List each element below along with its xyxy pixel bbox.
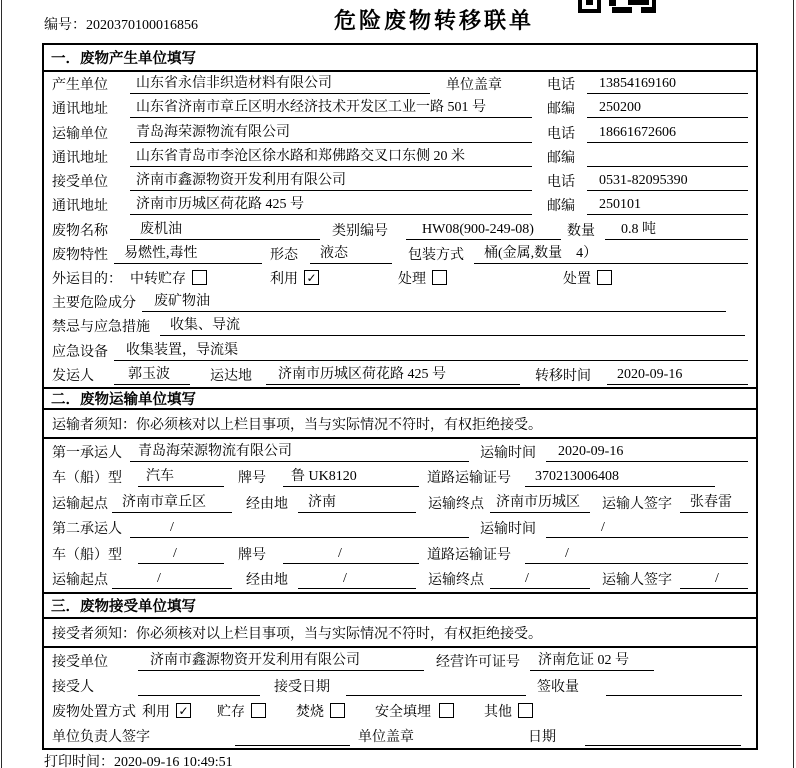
waste-character-row (44, 242, 756, 266)
category-code-label: 类别编号 (332, 223, 388, 239)
origin1-label: 运输起点 (52, 496, 108, 512)
producer-address-value: 山东省济南市章丘区明水经济技术开发区工业一路 501 号 (130, 98, 532, 118)
vehicle-type1-row (44, 465, 756, 491)
transporter-phone-label: 电话 (547, 126, 575, 142)
transfer-time-label: 转移时间 (535, 368, 591, 384)
vehicle-type2-row (44, 541, 756, 567)
first-carrier-value: 青岛海荣源物流有限公司 (130, 442, 469, 462)
print-time-value: 2020-09-16 10:49:51 (114, 755, 233, 768)
producer-unit-label: 产生单位 (52, 78, 108, 94)
disposal-method-label: 废物处置方式 (52, 704, 136, 720)
producer-address-row (44, 96, 756, 120)
road-license2-value: / (525, 544, 748, 564)
transporter-phone-value: 18661672606 (587, 123, 748, 143)
transporter-address-label: 通讯地址 (52, 150, 108, 166)
quantity-value: 0.8 吨 (605, 220, 748, 240)
section1-header: 一．废物产生单位填写 (44, 45, 756, 72)
section3-header: 三．废物接受单位填写 (44, 592, 756, 619)
checkbox-disposal-incinerate-icon (330, 703, 345, 718)
manifest-form (42, 43, 758, 750)
accept-date-value (346, 676, 526, 696)
consignor-row (44, 363, 756, 387)
receiver-phone-value: 0531-82095390 (587, 171, 748, 191)
transporter-unit-value: 青岛海荣源物流有限公司 (130, 123, 532, 143)
receiver-zip-label: 邮编 (547, 199, 575, 215)
serial-label: 编号： (44, 18, 86, 33)
purpose-option-transfer-storage: 中转贮存 (130, 271, 186, 287)
disposal-option-landfill: 安全填埋 (375, 704, 431, 720)
vehicle-type1-value: 汽车 (138, 467, 224, 487)
emergency-measures-row (44, 314, 756, 338)
producer-phone-value: 13854169160 (587, 74, 748, 94)
receiver-notice: 接受者须知：你必须核对以上栏目事项，当与实际情况不符时，有权拒绝接受。 (44, 619, 756, 648)
carrier-sign2-label: 运输人签字 (602, 573, 672, 589)
emergency-measures-label: 禁忌与应急措施 (52, 320, 150, 336)
disposal-method-row (44, 698, 756, 723)
acceptor-value (138, 676, 260, 696)
qr-code-fragment-icon (578, 0, 656, 13)
purpose-option-dispose: 处置 (563, 271, 591, 287)
leader-signature-label: 单位负责人签字 (52, 729, 150, 745)
origin1-value: 济南市章丘区 (112, 493, 232, 513)
section2-header: 二．废物运输单位填写 (44, 387, 756, 410)
serial-number-line (44, 14, 198, 34)
transfer-purpose-label: 外运目的： (52, 271, 122, 287)
transport-time1-label: 运输时间 (480, 445, 536, 461)
signed-quantity-value (606, 676, 742, 696)
waste-character-label: 废物特性 (52, 247, 108, 263)
first-carrier-label: 第一承运人 (52, 445, 122, 461)
receiver-address-value: 济南市历城区荷花路 425 号 (130, 195, 532, 215)
via2-label: 经由地 (246, 573, 288, 589)
via1-label: 经由地 (246, 496, 288, 512)
receiver-zip-value: 250101 (587, 195, 748, 215)
transporter-address-value: 山东省青岛市李沧区徐水路和郑佛路交叉口东侧 20 米 (130, 147, 532, 167)
emergency-equipment-label: 应急设备 (52, 344, 108, 360)
origin2-label: 运输起点 (52, 573, 108, 589)
plate-number1-value: 鲁 UK8120 (283, 467, 419, 487)
consignor-value: 郭玉波 (114, 365, 190, 385)
second-carrier-value: / (130, 518, 469, 538)
checkbox-disposal-storage-icon (251, 703, 266, 718)
print-time-label: 打印时间： (44, 755, 114, 768)
serial-value: 2020370100016856 (86, 18, 198, 33)
hazard-component-row (44, 290, 756, 314)
receiver-unit-value: 济南市鑫源物资开发利用有限公司 (130, 171, 532, 191)
terminal2-value: / (490, 569, 590, 589)
waste-name-value: 废机油 (130, 220, 320, 240)
via2-value: / (298, 569, 416, 589)
section2-body (44, 439, 756, 592)
right-edge-line (793, 0, 794, 768)
acceptor-label: 接受人 (52, 679, 94, 695)
purpose-option-utilize: 利用 (270, 271, 298, 287)
print-time-line (44, 751, 233, 768)
destination-label: 运达地 (210, 368, 252, 384)
receiver-address-label: 通讯地址 (52, 199, 108, 215)
disposal-option-storage: 贮存 (217, 704, 245, 720)
disposal-option-incinerate: 焚烧 (296, 704, 324, 720)
packing-value: 桶(金属,数量 4） (474, 244, 748, 264)
accept-date-label: 接受日期 (274, 679, 330, 695)
road-license2-label: 道路运输证号 (427, 547, 511, 563)
hazard-component-label: 主要危险成分 (52, 296, 136, 312)
checkbox-treat-icon (432, 270, 447, 285)
accept-unit-row (44, 648, 756, 673)
producer-unit-row (44, 72, 756, 96)
producer-address-label: 通讯地址 (52, 102, 108, 118)
form-value: 液态 (310, 244, 392, 264)
waste-name-label: 废物名称 (52, 223, 108, 239)
terminal2-label: 运输终点 (428, 573, 484, 589)
receiver-unit-label: 接受单位 (52, 175, 108, 191)
acceptor-row (44, 673, 756, 698)
receiver-unit-row (44, 169, 756, 193)
section3-body (44, 648, 756, 748)
plate-number2-label: 牌号 (238, 547, 266, 563)
checkbox-transfer-storage-icon (192, 270, 207, 285)
road-license1-value: 370213006408 (525, 467, 715, 487)
emergency-measures-value: 收集、导流 (160, 316, 745, 336)
first-carrier-row (44, 439, 756, 465)
route2-row (44, 567, 756, 593)
route1-row (44, 490, 756, 516)
checkbox-disposal-utilize-icon: ✓ (176, 703, 191, 718)
terminal1-value: 济南市历城区 (490, 493, 590, 513)
receiver-address-row (44, 193, 756, 217)
via1-value: 济南 (298, 493, 416, 513)
waste-name-row (44, 217, 756, 241)
emergency-equipment-row (44, 339, 756, 363)
leader-signature-row (44, 723, 756, 748)
second-carrier-row (44, 516, 756, 542)
carrier-sign1-value: 张春雷 (680, 493, 748, 513)
vehicle-type2-value: / (138, 544, 224, 564)
accept-unit-label: 接受单位 (52, 654, 108, 670)
emergency-equipment-value: 收集装置，导流渠 (114, 341, 748, 361)
accept-unit-value: 济南市鑫源物资开发利用有限公司 (138, 651, 424, 671)
origin2-value: / (112, 569, 232, 589)
vehicle-type2-label: 车（船）型 (52, 547, 122, 563)
hazard-component-value: 废矿物油 (142, 292, 726, 312)
transfer-purpose-row (44, 266, 756, 290)
road-license1-label: 道路运输证号 (427, 471, 511, 487)
checkbox-utilize-icon: ✓ (304, 270, 319, 285)
transporter-zip-value (587, 147, 748, 167)
producer-unit-value: 山东省永信非织造材料有限公司 (130, 74, 430, 94)
leader-signature-value (235, 726, 350, 746)
disposal-option-other: 其他 (484, 704, 512, 720)
plate-number2-value: / (283, 544, 419, 564)
consignor-label: 发运人 (52, 368, 94, 384)
transporter-unit-row (44, 120, 756, 144)
page-title: 危险废物转移联单 (334, 8, 535, 33)
unit-seal3-label: 单位盖章 (358, 729, 414, 745)
waste-character-value: 易燃性,毒性 (114, 244, 262, 264)
vehicle-type1-label: 车（船）型 (52, 471, 122, 487)
transporter-notice: 运输者须知：你必须核对以上栏目事项，当与实际情况不符时，有权拒绝接受。 (44, 410, 756, 439)
checkbox-disposal-other-icon (518, 703, 533, 718)
transporter-address-row (44, 145, 756, 169)
second-carrier-label: 第二承运人 (52, 522, 122, 538)
date-value (585, 726, 741, 746)
quantity-label: 数量 (567, 223, 595, 239)
transport-time2-label: 运输时间 (480, 522, 536, 538)
receiver-phone-label: 电话 (547, 175, 575, 191)
transporter-unit-label: 运输单位 (52, 126, 108, 142)
purpose-option-treat: 处理 (398, 271, 426, 287)
section1-body (44, 72, 756, 387)
business-license-label: 经营许可证号 (436, 654, 520, 670)
signed-quantity-label: 签收量 (537, 679, 579, 695)
checkbox-disposal-landfill-icon (439, 703, 454, 718)
destination-value: 济南市历城区荷花路 425 号 (266, 365, 520, 385)
date-label: 日期 (528, 729, 556, 745)
left-edge-line (1, 0, 2, 768)
producer-phone-label: 电话 (547, 78, 575, 94)
transporter-zip-label: 邮编 (547, 150, 575, 166)
carrier-sign2-value: / (680, 569, 748, 589)
category-code-value: HW08(900-249-08) (406, 220, 561, 240)
producer-zip-label: 邮编 (547, 102, 575, 118)
unit-seal-label: 单位盖章 (446, 78, 502, 94)
transport-time2-value: / (546, 518, 748, 538)
terminal1-label: 运输终点 (428, 496, 484, 512)
form-label: 形态 (270, 247, 298, 263)
transport-time1-value: 2020-09-16 (546, 442, 748, 462)
producer-zip-value: 250200 (587, 98, 748, 118)
transfer-time-value: 2020-09-16 (607, 365, 748, 385)
checkbox-dispose-icon (597, 270, 612, 285)
packing-label: 包装方式 (408, 247, 464, 263)
carrier-sign1-label: 运输人签字 (602, 496, 672, 512)
disposal-option-utilize: 利用 (142, 704, 170, 720)
plate-number1-label: 牌号 (238, 471, 266, 487)
business-license-value: 济南危证 02 号 (530, 651, 654, 671)
